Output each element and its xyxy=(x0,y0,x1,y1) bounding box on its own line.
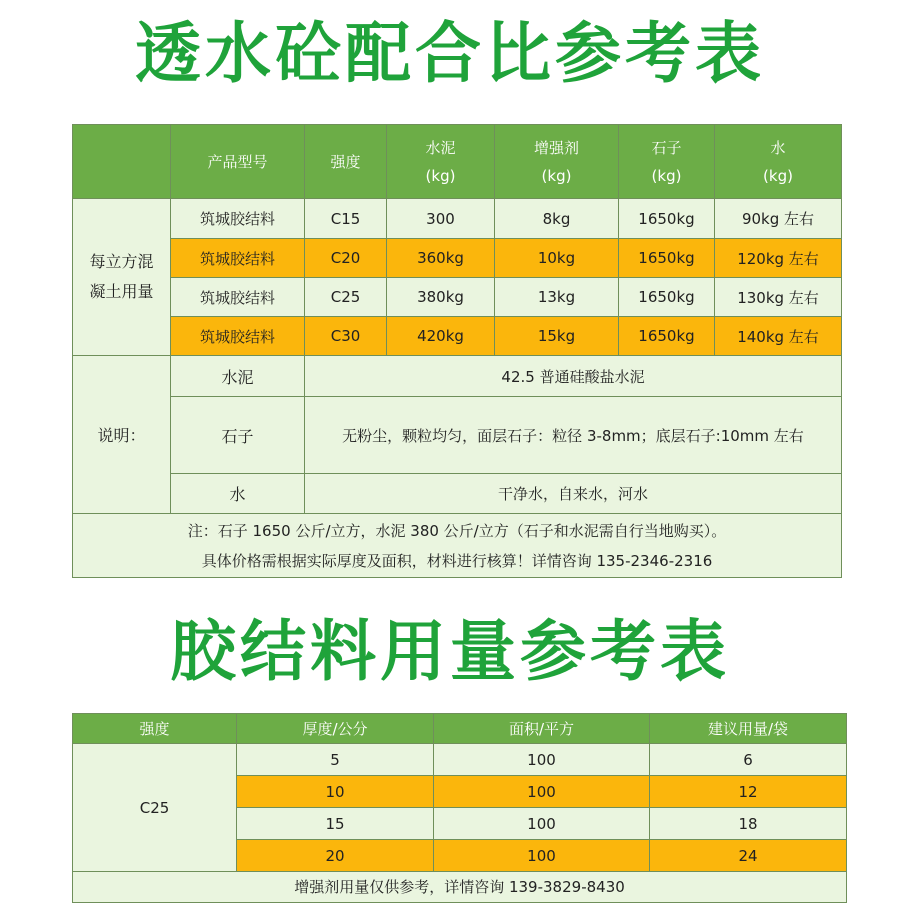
cell-thickness: 5 xyxy=(237,744,434,776)
explain-row xyxy=(73,397,842,474)
cell-cement: 380kg xyxy=(387,278,495,317)
mix-ratio-table xyxy=(72,124,842,578)
cell-thickness: 15 xyxy=(237,808,434,840)
cell-stone: 1650kg xyxy=(619,199,715,239)
cell-bags: 18 xyxy=(650,808,847,840)
note-cell xyxy=(73,514,842,578)
table-header-row xyxy=(73,125,842,199)
cell-water: 130kg 左右 xyxy=(715,278,842,317)
table-row xyxy=(73,239,842,278)
table-row xyxy=(73,744,847,776)
cell-product: 筑城胶结料 xyxy=(171,199,305,239)
cell-water: 90kg 左右 xyxy=(715,199,842,239)
row-group-label: 每立方混凝土用量 xyxy=(73,199,171,356)
table-header-row xyxy=(73,714,847,744)
cell-area: 100 xyxy=(434,840,650,872)
cell-stone: 1650kg xyxy=(619,239,715,278)
cell-cement: 300 xyxy=(387,199,495,239)
cell-bags: 12 xyxy=(650,776,847,808)
explain-text: 无粉尘，颗粒均匀，面层石子：粒径 3-8mm；底层石子:10mm 左右 xyxy=(305,397,842,474)
header-thickness: 厚度/公分 xyxy=(237,714,434,744)
header-cement: 水泥 (kg) xyxy=(387,125,495,199)
cell-product: 筑城胶结料 xyxy=(171,239,305,278)
explain-row xyxy=(73,356,842,397)
cell-area: 100 xyxy=(434,808,650,840)
cell-thickness: 10 xyxy=(237,776,434,808)
table-row xyxy=(73,317,842,356)
cell-cement: 360kg xyxy=(387,239,495,278)
cell-area: 100 xyxy=(434,776,650,808)
header-water: 水 (kg) xyxy=(715,125,842,199)
cell-enhancer: 13kg xyxy=(495,278,619,317)
cell-stone: 1650kg xyxy=(619,278,715,317)
note-line-2: 具体价格需根据实际厚度及面积，材料进行核算！详情咨询 135-2346-2316 xyxy=(201,551,713,570)
cell-bags: 24 xyxy=(650,840,847,872)
explain-text: 干净水，自来水，河水 xyxy=(305,474,842,514)
usage-table xyxy=(72,713,847,903)
section-title: 胶结料用量参考表 xyxy=(170,613,730,690)
explain-text: 42.5 普通硅酸盐水泥 xyxy=(305,356,842,397)
explain-item: 水 xyxy=(171,474,305,514)
cell-product: 筑城胶结料 xyxy=(171,317,305,356)
cell-enhancer: 8kg xyxy=(495,199,619,239)
table-row xyxy=(73,199,842,239)
cell-stone: 1650kg xyxy=(619,317,715,356)
explain-label: 说明： xyxy=(73,356,171,514)
header-strength: 强度 xyxy=(305,125,387,199)
header-stone: 石子 (kg) xyxy=(619,125,715,199)
note-row xyxy=(73,872,847,903)
cell-grade: C20 xyxy=(305,239,387,278)
usage-note: 增强剂用量仅供参考，详情咨询 139-3829-8430 xyxy=(73,872,847,903)
cell-grade: C25 xyxy=(73,744,237,872)
cell-thickness: 20 xyxy=(237,840,434,872)
cell-bags: 6 xyxy=(650,744,847,776)
cell-enhancer: 10kg xyxy=(495,239,619,278)
note-line-1: 注：石子 1650 公斤/立方，水泥 380 公斤/立方（石子和水泥需自行当地购买）。 xyxy=(187,521,727,540)
header-cell-empty xyxy=(73,125,171,199)
cell-grade: C25 xyxy=(305,278,387,317)
page-title: 透水砼配合比参考表 xyxy=(135,15,765,92)
cell-product: 筑城胶结料 xyxy=(171,278,305,317)
header-suggested-bags: 建议用量/袋 xyxy=(650,714,847,744)
header-strength: 强度 xyxy=(73,714,237,744)
cell-area: 100 xyxy=(434,744,650,776)
cell-water: 140kg 左右 xyxy=(715,317,842,356)
explain-row xyxy=(73,474,842,514)
cell-grade: C30 xyxy=(305,317,387,356)
cell-grade: C15 xyxy=(305,199,387,239)
header-product-model: 产品型号 xyxy=(171,125,305,199)
explain-item: 水泥 xyxy=(171,356,305,397)
cell-water: 120kg 左右 xyxy=(715,239,842,278)
header-enhancer: 增强剂 (kg) xyxy=(495,125,619,199)
table-row xyxy=(73,278,842,317)
cell-enhancer: 15kg xyxy=(495,317,619,356)
header-area: 面积/平方 xyxy=(434,714,650,744)
explain-item: 石子 xyxy=(171,397,305,474)
cell-cement: 420kg xyxy=(387,317,495,356)
note-row xyxy=(73,514,842,578)
